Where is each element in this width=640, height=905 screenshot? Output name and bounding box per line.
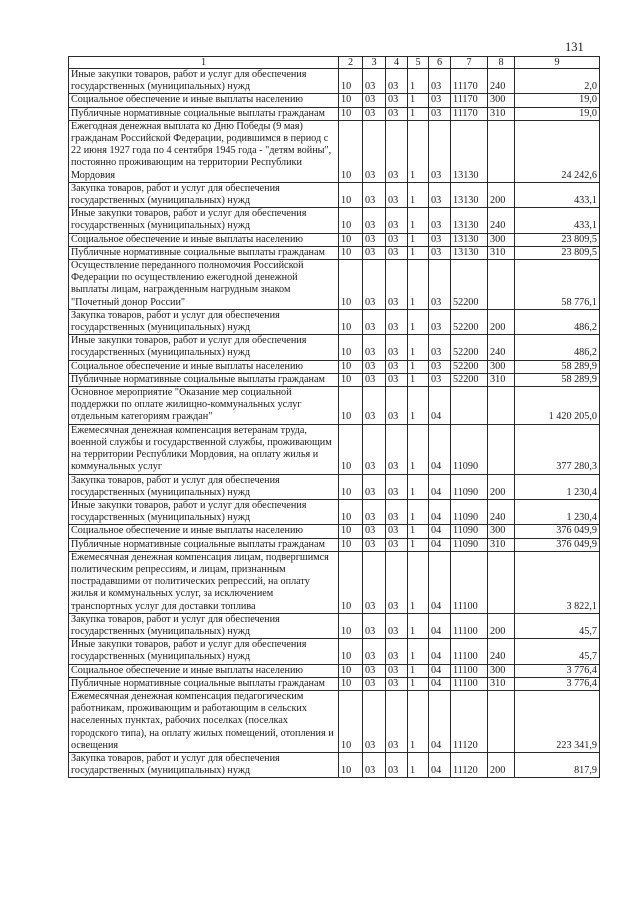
row-description: Социальное обеспечение и иные выплаты населению — [69, 525, 339, 538]
row-amount: 23 809,5 — [515, 246, 600, 259]
row-amount: 433,1 — [515, 208, 600, 233]
row-code-col-2: 10 — [339, 677, 363, 690]
row-code-col-7: 11090 — [451, 525, 488, 538]
row-code-col-5: 1 — [408, 474, 429, 499]
row-code-col-2: 10 — [339, 246, 363, 259]
row-amount: 486,2 — [515, 309, 600, 334]
row-amount: 45,7 — [515, 639, 600, 664]
row-code-col-2: 10 — [339, 94, 363, 107]
row-amount: 1 420 205,0 — [515, 387, 600, 425]
row-code-col-3: 03 — [363, 246, 386, 259]
table-row — [69, 538, 600, 551]
table-row — [69, 664, 600, 677]
row-code-col-6: 04 — [429, 499, 451, 524]
row-code-col-5: 1 — [408, 309, 429, 334]
row-code-col-4: 03 — [386, 613, 408, 638]
row-code-col-2: 10 — [339, 208, 363, 233]
row-code-col-8: 300 — [488, 525, 515, 538]
page-number: 131 — [565, 40, 584, 54]
table-row — [69, 613, 600, 638]
row-code-col-5: 1 — [408, 182, 429, 207]
row-code-col-8: 300 — [488, 664, 515, 677]
row-code-col-3: 03 — [363, 373, 386, 386]
row-code-col-7: 11090 — [451, 474, 488, 499]
row-code-col-4: 03 — [386, 690, 408, 752]
row-code-col-6: 03 — [429, 233, 451, 246]
row-code-col-6: 04 — [429, 664, 451, 677]
row-code-col-6: 04 — [429, 752, 451, 777]
row-description: Закупка товаров, работ и услуг для обеспечения государственных (муниципальных) нужд — [69, 752, 339, 777]
column-header-2: 2 — [339, 57, 363, 69]
row-code-col-3: 03 — [363, 260, 386, 310]
row-code-col-4: 03 — [386, 246, 408, 259]
row-code-col-5: 1 — [408, 677, 429, 690]
row-code-col-3: 03 — [363, 182, 386, 207]
table-row — [69, 424, 600, 474]
row-code-col-2: 10 — [339, 233, 363, 246]
row-description: Социальное обеспечение и иные выплаты населению — [69, 94, 339, 107]
row-amount: 2,0 — [515, 69, 600, 94]
row-code-col-8 — [488, 690, 515, 752]
table-row — [69, 373, 600, 386]
column-header-5: 5 — [408, 57, 429, 69]
row-code-col-8: 310 — [488, 107, 515, 120]
row-code-col-8: 240 — [488, 639, 515, 664]
row-amount: 24 242,6 — [515, 120, 600, 182]
row-code-col-8: 200 — [488, 474, 515, 499]
row-code-col-7: 11170 — [451, 107, 488, 120]
row-code-col-3: 03 — [363, 538, 386, 551]
row-code-col-8 — [488, 120, 515, 182]
row-code-col-6: 04 — [429, 677, 451, 690]
row-code-col-5: 1 — [408, 120, 429, 182]
row-code-col-4: 03 — [386, 538, 408, 551]
row-code-col-8: 300 — [488, 360, 515, 373]
row-code-col-4: 03 — [386, 752, 408, 777]
row-description: Закупка товаров, работ и услуг для обеспечения государственных (муниципальных) нужд — [69, 474, 339, 499]
row-code-col-7: 11100 — [451, 613, 488, 638]
row-code-col-3: 03 — [363, 120, 386, 182]
row-code-col-4: 03 — [386, 639, 408, 664]
row-code-col-2: 10 — [339, 120, 363, 182]
row-description: Публичные нормативные социальные выплаты гражданам — [69, 538, 339, 551]
row-code-col-3: 03 — [363, 752, 386, 777]
row-description: Основное мероприятие "Оказание мер социальной поддержки по оплате жилищно-коммунальных услуг отдельным категориям граждан" — [69, 387, 339, 425]
row-description: Иные закупки товаров, работ и услуг для обеспечения государственных (муниципальных) нужд — [69, 69, 339, 94]
row-code-col-3: 03 — [363, 107, 386, 120]
row-code-col-7: 13130 — [451, 233, 488, 246]
row-code-col-5: 1 — [408, 107, 429, 120]
row-code-col-2: 10 — [339, 182, 363, 207]
row-code-col-7: 52200 — [451, 309, 488, 334]
row-code-col-8: 240 — [488, 335, 515, 360]
row-code-col-6: 04 — [429, 613, 451, 638]
row-code-col-2: 10 — [339, 551, 363, 613]
row-code-col-8: 310 — [488, 373, 515, 386]
row-amount: 376 049,9 — [515, 538, 600, 551]
row-code-col-6: 03 — [429, 335, 451, 360]
row-code-col-3: 03 — [363, 499, 386, 524]
row-code-col-8: 200 — [488, 613, 515, 638]
row-code-col-2: 10 — [339, 309, 363, 334]
row-code-col-4: 03 — [386, 309, 408, 334]
row-code-col-6: 03 — [429, 120, 451, 182]
row-code-col-2: 10 — [339, 424, 363, 474]
row-code-col-2: 10 — [339, 664, 363, 677]
row-code-col-3: 03 — [363, 69, 386, 94]
row-code-col-4: 03 — [386, 260, 408, 310]
row-code-col-5: 1 — [408, 752, 429, 777]
row-code-col-6: 03 — [429, 182, 451, 207]
row-code-col-7: 52200 — [451, 335, 488, 360]
column-header-3: 3 — [363, 57, 386, 69]
row-code-col-2: 10 — [339, 260, 363, 310]
table-row — [69, 120, 600, 182]
row-code-col-6: 03 — [429, 360, 451, 373]
row-description: Иные закупки товаров, работ и услуг для обеспечения государственных (муниципальных) нужд — [69, 208, 339, 233]
table-row — [69, 690, 600, 752]
row-description: Осуществление переданного полномочия Российской Федерации по осуществлению ежегодной денежной выплаты лицам, награжденным нагрудным знаком "Почетный донор России" — [69, 260, 339, 310]
row-amount: 376 049,9 — [515, 525, 600, 538]
row-code-col-7: 11120 — [451, 690, 488, 752]
row-code-col-7: 11100 — [451, 677, 488, 690]
table-row — [69, 69, 600, 94]
row-amount: 223 341,9 — [515, 690, 600, 752]
row-code-col-3: 03 — [363, 639, 386, 664]
row-amount: 23 809,5 — [515, 233, 600, 246]
row-code-col-3: 03 — [363, 613, 386, 638]
row-code-col-4: 03 — [386, 208, 408, 233]
table-row — [69, 387, 600, 425]
row-code-col-8: 310 — [488, 246, 515, 259]
table-row — [69, 233, 600, 246]
row-code-col-2: 10 — [339, 538, 363, 551]
row-code-col-2: 10 — [339, 752, 363, 777]
row-code-col-6: 04 — [429, 639, 451, 664]
row-code-col-4: 03 — [386, 499, 408, 524]
row-description: Закупка товаров, работ и услуг для обеспечения государственных (муниципальных) нужд — [69, 309, 339, 334]
row-description: Иные закупки товаров, работ и услуг для обеспечения государственных (муниципальных) нужд — [69, 335, 339, 360]
row-code-col-6: 03 — [429, 208, 451, 233]
row-code-col-5: 1 — [408, 538, 429, 551]
row-code-col-8: 200 — [488, 752, 515, 777]
row-amount: 1 230,4 — [515, 499, 600, 524]
row-code-col-5: 1 — [408, 335, 429, 360]
column-header-6: 6 — [429, 57, 451, 69]
row-description: Публичные нормативные социальные выплаты гражданам — [69, 246, 339, 259]
row-code-col-4: 03 — [386, 387, 408, 425]
row-code-col-4: 03 — [386, 69, 408, 94]
row-amount: 377 280,3 — [515, 424, 600, 474]
row-code-col-4: 03 — [386, 182, 408, 207]
row-amount: 19,0 — [515, 94, 600, 107]
row-code-col-4: 03 — [386, 664, 408, 677]
row-code-col-3: 03 — [363, 335, 386, 360]
row-code-col-8: 200 — [488, 182, 515, 207]
row-code-col-5: 1 — [408, 233, 429, 246]
table-row — [69, 752, 600, 777]
row-code-col-7 — [451, 387, 488, 425]
row-code-col-7: 11170 — [451, 69, 488, 94]
column-header-1: 1 — [69, 57, 339, 69]
table-row — [69, 260, 600, 310]
row-code-col-8 — [488, 260, 515, 310]
row-code-col-6: 04 — [429, 690, 451, 752]
row-description: Закупка товаров, работ и услуг для обеспечения государственных (муниципальных) нужд — [69, 182, 339, 207]
row-code-col-7: 52200 — [451, 360, 488, 373]
row-code-col-4: 03 — [386, 525, 408, 538]
table-row — [69, 474, 600, 499]
row-code-col-3: 03 — [363, 424, 386, 474]
row-code-col-3: 03 — [363, 309, 386, 334]
row-description: Иные закупки товаров, работ и услуг для обеспечения государственных (муниципальных) нужд — [69, 639, 339, 664]
row-code-col-5: 1 — [408, 613, 429, 638]
table-row — [69, 208, 600, 233]
row-code-col-6: 04 — [429, 474, 451, 499]
row-code-col-6: 03 — [429, 260, 451, 310]
row-code-col-4: 03 — [386, 107, 408, 120]
row-code-col-3: 03 — [363, 208, 386, 233]
row-code-col-8: 300 — [488, 233, 515, 246]
row-amount: 19,0 — [515, 107, 600, 120]
column-header-7: 7 — [451, 57, 488, 69]
row-code-col-7: 11100 — [451, 551, 488, 613]
row-code-col-2: 10 — [339, 387, 363, 425]
row-description: Социальное обеспечение и иные выплаты населению — [69, 664, 339, 677]
table-row — [69, 182, 600, 207]
row-description: Ежемесячная денежная компенсация лицам, подвергшимся политическим репрессиям, и лицам, признанным пострадавшими от политических репрессий, на оплату жилья и коммунальных услуг, за исключением транспортных услуг для доставки топлива — [69, 551, 339, 613]
row-code-col-7: 13130 — [451, 120, 488, 182]
table-row — [69, 639, 600, 664]
row-code-col-3: 03 — [363, 690, 386, 752]
row-code-col-7: 11120 — [451, 752, 488, 777]
row-code-col-5: 1 — [408, 387, 429, 425]
row-code-col-5: 1 — [408, 551, 429, 613]
row-code-col-4: 03 — [386, 424, 408, 474]
row-code-col-5: 1 — [408, 246, 429, 259]
table-body — [69, 69, 600, 778]
row-code-col-3: 03 — [363, 664, 386, 677]
row-code-col-8 — [488, 551, 515, 613]
row-code-col-7: 11100 — [451, 664, 488, 677]
row-code-col-3: 03 — [363, 525, 386, 538]
row-code-col-8: 310 — [488, 538, 515, 551]
header-row — [69, 57, 600, 69]
row-code-col-7: 11170 — [451, 94, 488, 107]
row-amount: 45,7 — [515, 613, 600, 638]
row-code-col-7: 13130 — [451, 246, 488, 259]
table-row — [69, 551, 600, 613]
table-header — [69, 57, 600, 69]
row-code-col-4: 03 — [386, 373, 408, 386]
row-code-col-6: 03 — [429, 309, 451, 334]
row-code-col-5: 1 — [408, 639, 429, 664]
row-code-col-5: 1 — [408, 94, 429, 107]
row-code-col-6: 03 — [429, 69, 451, 94]
table-row — [69, 94, 600, 107]
row-amount: 3 776,4 — [515, 677, 600, 690]
row-code-col-6: 03 — [429, 246, 451, 259]
row-code-col-7: 52200 — [451, 260, 488, 310]
row-code-col-4: 03 — [386, 120, 408, 182]
row-code-col-4: 03 — [386, 94, 408, 107]
row-code-col-4: 03 — [386, 335, 408, 360]
table-row — [69, 360, 600, 373]
row-code-col-8: 310 — [488, 677, 515, 690]
row-code-col-4: 03 — [386, 551, 408, 613]
row-code-col-3: 03 — [363, 474, 386, 499]
row-code-col-3: 03 — [363, 551, 386, 613]
row-code-col-5: 1 — [408, 69, 429, 94]
row-description: Публичные нормативные социальные выплаты гражданам — [69, 107, 339, 120]
table-row — [69, 107, 600, 120]
row-code-col-2: 10 — [339, 335, 363, 360]
row-description: Социальное обеспечение и иные выплаты населению — [69, 233, 339, 246]
table-row — [69, 525, 600, 538]
table-row — [69, 677, 600, 690]
row-code-col-2: 10 — [339, 499, 363, 524]
row-code-col-3: 03 — [363, 387, 386, 425]
row-code-col-6: 04 — [429, 424, 451, 474]
row-amount: 817,9 — [515, 752, 600, 777]
row-code-col-2: 10 — [339, 360, 363, 373]
row-code-col-4: 03 — [386, 677, 408, 690]
row-code-col-8 — [488, 424, 515, 474]
row-code-col-2: 10 — [339, 69, 363, 94]
column-header-4: 4 — [386, 57, 408, 69]
row-code-col-5: 1 — [408, 525, 429, 538]
row-code-col-8: 240 — [488, 69, 515, 94]
row-code-col-6: 04 — [429, 551, 451, 613]
row-code-col-6: 04 — [429, 525, 451, 538]
row-description: Закупка товаров, работ и услуг для обеспечения государственных (муниципальных) нужд — [69, 613, 339, 638]
row-code-col-8: 240 — [488, 208, 515, 233]
row-description: Публичные нормативные социальные выплаты гражданам — [69, 373, 339, 386]
row-description: Ежемесячная денежная компенсация педагогическим работникам, проживающим и работающим в сельских населенных пунктах, рабочих поселках (поселках городского типа), на оплату жилых помещений, отопления и освещения — [69, 690, 339, 752]
row-code-col-6: 03 — [429, 94, 451, 107]
row-code-col-5: 1 — [408, 373, 429, 386]
row-code-col-2: 10 — [339, 373, 363, 386]
row-amount: 58 289,9 — [515, 360, 600, 373]
row-code-col-2: 10 — [339, 107, 363, 120]
row-code-col-7: 11090 — [451, 538, 488, 551]
row-code-col-7: 11090 — [451, 424, 488, 474]
row-code-col-8 — [488, 387, 515, 425]
row-code-col-4: 03 — [386, 474, 408, 499]
row-code-col-8: 240 — [488, 499, 515, 524]
row-code-col-7: 11090 — [451, 499, 488, 524]
row-description: Ежемесячная денежная компенсация ветеранам труда, военной службы и государственной службы, проживающим на территории Республики Мордовия, на оплату жилья и коммунальных услуг — [69, 424, 339, 474]
row-amount: 3 776,4 — [515, 664, 600, 677]
row-description: Социальное обеспечение и иные выплаты населению — [69, 360, 339, 373]
row-code-col-7: 13130 — [451, 208, 488, 233]
column-header-8: 8 — [488, 57, 515, 69]
row-code-col-3: 03 — [363, 677, 386, 690]
table-row — [69, 335, 600, 360]
budget-table — [68, 56, 600, 778]
row-code-col-2: 10 — [339, 613, 363, 638]
row-code-col-5: 1 — [408, 499, 429, 524]
row-code-col-6: 03 — [429, 107, 451, 120]
row-code-col-2: 10 — [339, 525, 363, 538]
row-code-col-7: 52200 — [451, 373, 488, 386]
row-code-col-6: 04 — [429, 387, 451, 425]
row-amount: 58 776,1 — [515, 260, 600, 310]
row-amount: 1 230,4 — [515, 474, 600, 499]
row-description: Иные закупки товаров, работ и услуг для обеспечения государственных (муниципальных) нужд — [69, 499, 339, 524]
row-code-col-2: 10 — [339, 474, 363, 499]
row-code-col-5: 1 — [408, 690, 429, 752]
row-code-col-4: 03 — [386, 233, 408, 246]
row-code-col-3: 03 — [363, 233, 386, 246]
row-code-col-5: 1 — [408, 424, 429, 474]
row-amount: 433,1 — [515, 182, 600, 207]
row-code-col-5: 1 — [408, 260, 429, 310]
row-amount: 486,2 — [515, 335, 600, 360]
table-row — [69, 499, 600, 524]
row-code-col-3: 03 — [363, 94, 386, 107]
row-code-col-8: 200 — [488, 309, 515, 334]
row-code-col-2: 10 — [339, 639, 363, 664]
row-code-col-6: 03 — [429, 373, 451, 386]
row-description: Ежегодная денежная выплата ко Дню Победы (9 мая) гражданам Российской Федерации, родившимся в период с 22 июня 1927 года по 4 сентября 1945 года - "детям войны", постоянно проживающим на территории Республики Мордовия — [69, 120, 339, 182]
row-code-col-5: 1 — [408, 664, 429, 677]
column-header-9: 9 — [515, 57, 600, 69]
row-code-col-3: 03 — [363, 360, 386, 373]
row-amount: 3 822,1 — [515, 551, 600, 613]
row-code-col-4: 03 — [386, 360, 408, 373]
row-code-col-6: 04 — [429, 538, 451, 551]
table-row — [69, 309, 600, 334]
row-code-col-8: 300 — [488, 94, 515, 107]
row-description: Публичные нормативные социальные выплаты гражданам — [69, 677, 339, 690]
table-row — [69, 246, 600, 259]
row-code-col-2: 10 — [339, 690, 363, 752]
row-code-col-5: 1 — [408, 208, 429, 233]
row-code-col-5: 1 — [408, 360, 429, 373]
row-code-col-7: 13130 — [451, 182, 488, 207]
row-code-col-7: 11100 — [451, 639, 488, 664]
row-amount: 58 289,9 — [515, 373, 600, 386]
